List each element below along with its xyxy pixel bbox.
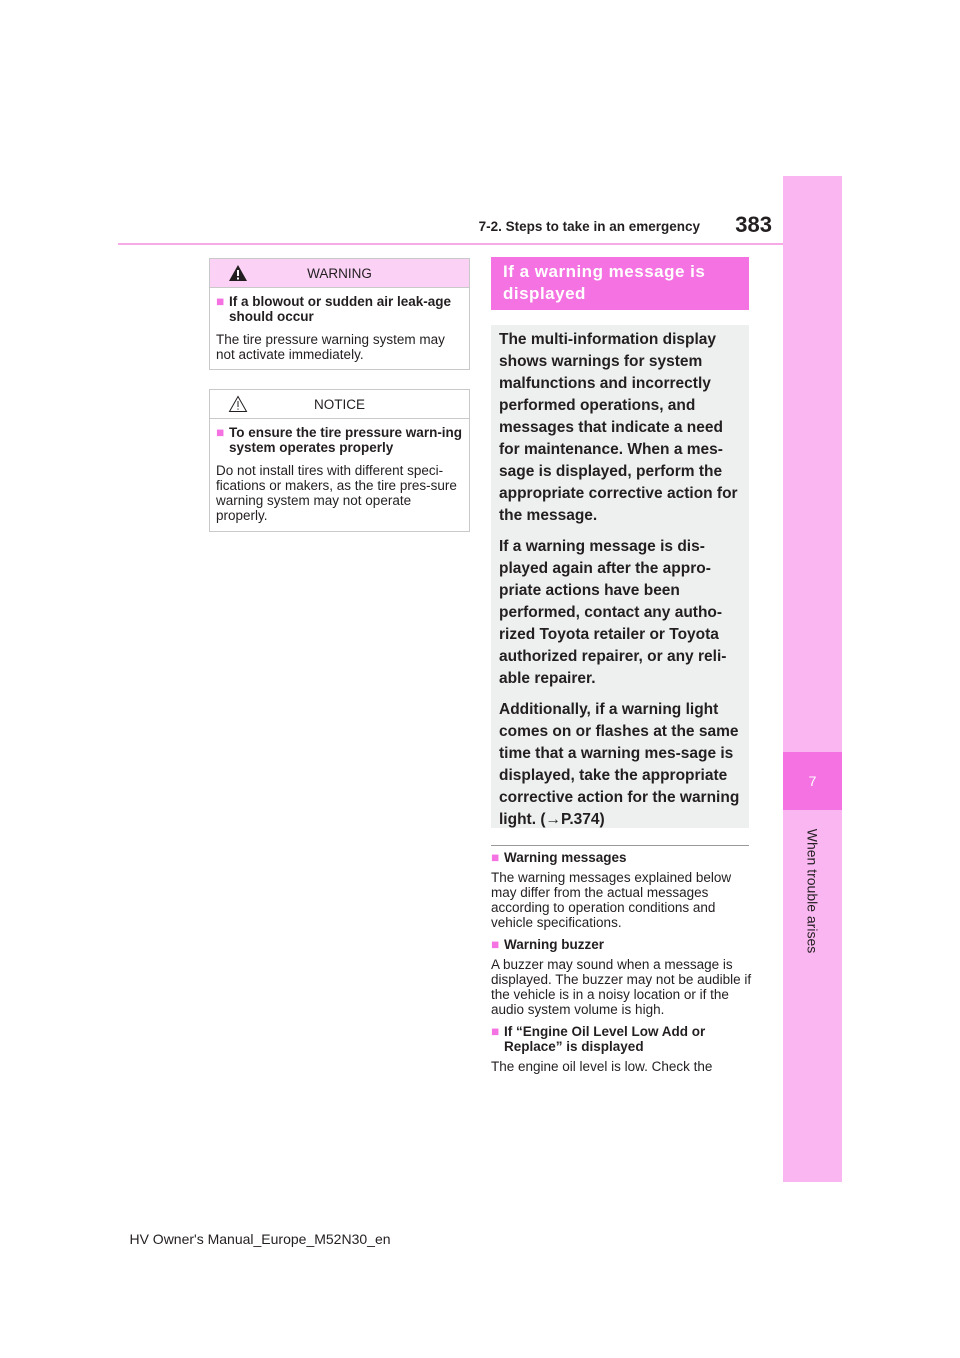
notice-heading bbox=[216, 425, 463, 455]
notice-heading-text: To ensure the tire pressure warn-ing system operates properly bbox=[229, 425, 463, 455]
bullet-square-icon: ■ bbox=[216, 294, 225, 309]
chapter-label-text: When trouble arises bbox=[804, 828, 821, 954]
chapter-side-tab bbox=[783, 176, 842, 1182]
footer-text: HV Owner's Manual_Europe_M52N30_en bbox=[129, 1231, 391, 1247]
bullet-square-icon: ■ bbox=[491, 850, 500, 865]
info-heading bbox=[491, 1024, 753, 1054]
bullet-square-icon: ■ bbox=[491, 937, 500, 952]
section-title: 7-2. Steps to take in an emergency bbox=[478, 219, 700, 234]
warning-heading bbox=[216, 294, 463, 324]
chapter-number: 7 bbox=[783, 752, 842, 810]
warning-title: WARNING bbox=[307, 265, 372, 281]
chapter-label bbox=[783, 816, 842, 966]
info-heading bbox=[491, 850, 753, 865]
warning-box bbox=[209, 258, 470, 370]
info-item bbox=[491, 937, 753, 1017]
notice-title: NOTICE bbox=[313, 396, 365, 412]
info-heading-text: If “Engine Oil Level Low Add or Replace” is displayed bbox=[504, 1024, 706, 1054]
intro-box bbox=[491, 325, 749, 828]
caution-triangle-icon bbox=[228, 395, 248, 413]
info-body: A buzzer may sound when a message is displayed. The buzzer may not be audible if the vehicle is in a noisy location or if the audio system volume is high. bbox=[491, 957, 752, 1017]
page-number: 383 bbox=[735, 212, 772, 237]
info-item bbox=[491, 850, 753, 930]
notice-body: Do not install tires with different speci-fications or makers, as the tire pres-sure warning system may not operate properly. bbox=[216, 463, 457, 523]
warning-body: The tire pressure warning system may not activate immediately. bbox=[216, 332, 445, 362]
notice-header bbox=[210, 390, 469, 419]
intro-paragraph: If a warning message is dis-played again after the appro-priate actions have been performed, contact any autho-rized Toyota retailer or Toyota authorized repairer, or any reli-able repairer. bbox=[499, 538, 727, 687]
info-body: The warning messages explained below may differ from the actual messages according to operation conditions and vehicle specifications. bbox=[491, 870, 732, 930]
section-banner: If a warning message is displayed bbox=[491, 257, 749, 310]
bullet-square-icon: ■ bbox=[491, 1024, 500, 1039]
info-heading-text: Warning messages bbox=[504, 850, 627, 865]
notice-box bbox=[209, 389, 470, 532]
intro-paragraph: Additionally, if a warning light comes on or flashes at the same time that a warning mes-sage is displayed, take the appropriate corrective action for the warning light. (→P.374) bbox=[499, 701, 740, 828]
bullet-square-icon: ■ bbox=[216, 425, 225, 440]
header-rule bbox=[118, 243, 783, 245]
info-item bbox=[491, 1024, 753, 1074]
warning-heading-text: If a blowout or sudden air leak-age should occur bbox=[229, 294, 452, 324]
warning-header bbox=[210, 259, 469, 288]
warning-triangle-icon bbox=[228, 264, 248, 282]
intro-paragraph: The multi-information display shows warnings for system malfunctions and incorrectly performed operations, and messages that indicate a need for maintenance. When a mes-sage is displayed, perform the appropriate corrective action for the message. bbox=[499, 331, 738, 524]
info-heading bbox=[491, 937, 753, 952]
info-heading-text: Warning buzzer bbox=[504, 937, 604, 952]
info-body: The engine oil level is low. Check the bbox=[491, 1059, 713, 1074]
divider bbox=[491, 845, 749, 846]
info-section bbox=[491, 850, 753, 1081]
